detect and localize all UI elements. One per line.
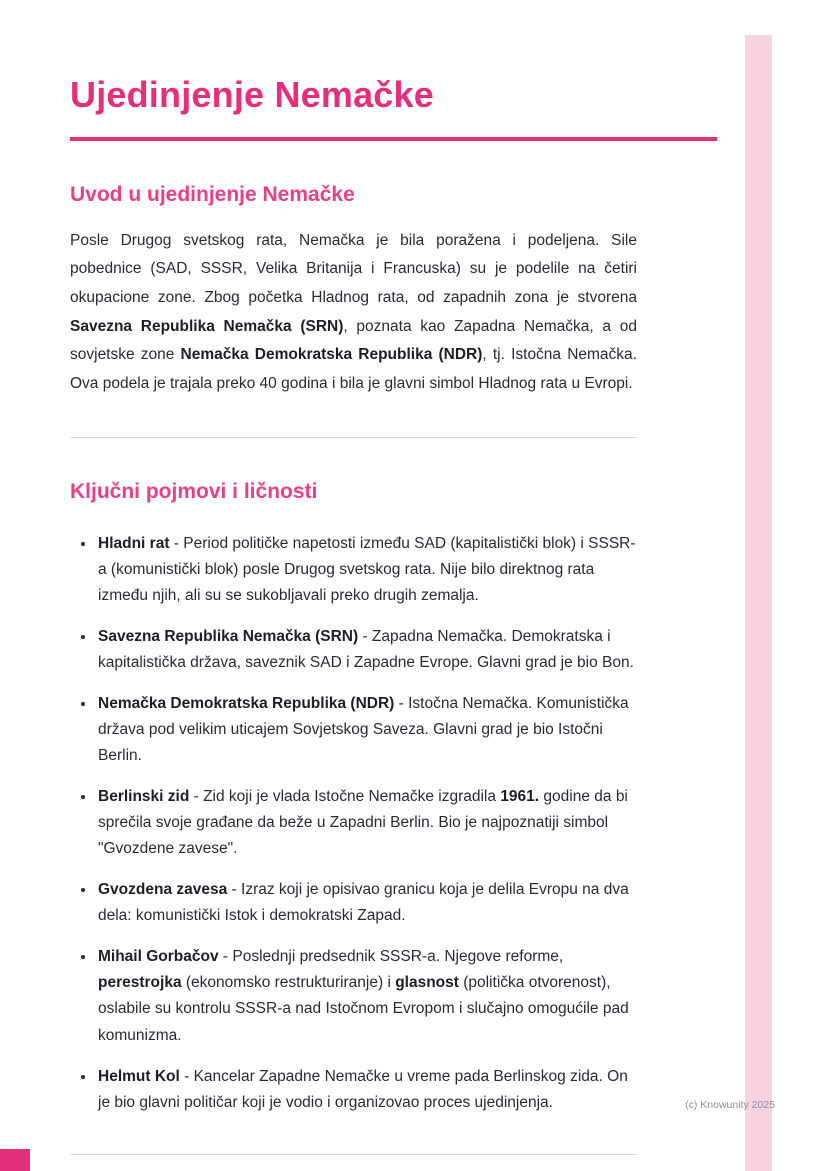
bold-term: Berlinski zid <box>98 788 190 806</box>
text-segment: (politička otvorenost), oslabile su kontrolu SSSR-a nad Istočnom Evropom i slučajno omogućile pad komunizma. <box>98 974 629 1044</box>
key-term-item <box>96 877 637 929</box>
text-segment: , tj. Istočna Nemačka. Ova podela je trajala preko 40 godina i bila je glavni simbol Hladnog rata u Evropi. <box>70 346 637 393</box>
key-term-item <box>96 531 637 609</box>
page-title: Ujedinjenje Nemačke <box>70 74 434 115</box>
footer-credit: (c) Knowunity 2025 <box>685 1099 775 1111</box>
key-term-item <box>96 944 637 1048</box>
text-segment: - Zapadna Nemačka. Demokratska i kapitalistička država, saveznik SAD i Zapadne Evrope. Glavni grad je bio Bon. <box>98 628 634 672</box>
bold-term: Gvozdena zavesa <box>98 881 228 899</box>
bold-term: Hladni rat <box>98 535 170 553</box>
bold-term: Savezna Republika Nemačka (SRN) <box>70 317 344 335</box>
text-segment: - Izraz koji je opisivao granicu koja je delila Evropu na dva dela: komunistički Istok i demokratski Zapad. <box>98 881 629 925</box>
bold-term: perestrojka <box>98 974 182 992</box>
title-rule <box>70 137 717 141</box>
bold-term: Mihail Gorbačov <box>98 948 219 966</box>
bold-term: glasnost <box>395 974 459 992</box>
text-segment: - Zid koji je vlada Istočne Nemačke izgradila <box>189 788 501 806</box>
document-content <box>70 0 637 1155</box>
key-term-item <box>96 624 637 676</box>
text-segment: - Kancelar Zapadne Nemačke u vreme pada Berlinskog zida. On je bio glavni političar koji je vodio i organizovao proces ujedinjenja. <box>98 1067 628 1111</box>
section-heading-key-terms: Ključni pojmovi i ličnosti <box>70 479 318 503</box>
bold-term: 1961. <box>500 788 540 806</box>
text-segment: (ekonomsko restrukturiranje) i <box>181 974 396 992</box>
text-segment: Posle Drugog svetskog rata, Nemačka je bila poražena i podeljena. Sile pobednice (SAD, SSSR, Velika Britanija i Francuska) su je podelile na četiri okupacione zone. Zbog početka Hladnog rata, od zapadnih zona je stvorena <box>70 231 637 307</box>
bold-term: Nemačka Demokratska Republika (NDR) <box>98 695 395 713</box>
bold-term: Savezna Republika Nemačka (SRN) <box>98 628 359 646</box>
text-segment: - Istočna Nemačka. Komunistička država pod velikim uticajem Sovjetskog Saveza. Glavni grad je bio Istočni Berlin. <box>98 695 629 765</box>
section-divider <box>70 437 637 438</box>
key-terms-list <box>70 531 637 1116</box>
intro-paragraph <box>70 227 637 399</box>
bold-term: Helmut Kol <box>98 1067 180 1085</box>
text-segment: godine da bi sprečila svoje građane da beže u Zapadni Berlin. Bio je najpoznatiji simbol "Gvozdene zavese". <box>98 788 628 858</box>
bottom-divider <box>70 1154 637 1155</box>
right-accent-stripe <box>745 35 772 1171</box>
text-segment: , poznata kao Zapadna Nemačka, a od sovjetske zone <box>70 317 638 364</box>
bottom-left-accent <box>0 1149 30 1171</box>
key-term-item <box>96 691 637 769</box>
bold-term: Nemačka Demokratska Republika (NDR) <box>180 346 483 364</box>
section-heading-intro: Uvod u ujedinjenje Nemačke <box>70 183 355 207</box>
key-term-item <box>96 784 637 862</box>
text-segment: - Period političke napetosti između SAD (kapitalistički blok) i SSSR-a (komunistički blok) posle Drugog svetskog rata. Nije bilo direktnog rata između njih, ali su se sukobljavali preko drugih zemalja. <box>98 535 636 605</box>
text-segment: - Poslednji predsednik SSSR-a. Njegove reforme, <box>218 948 564 966</box>
key-term-item <box>96 1064 637 1116</box>
